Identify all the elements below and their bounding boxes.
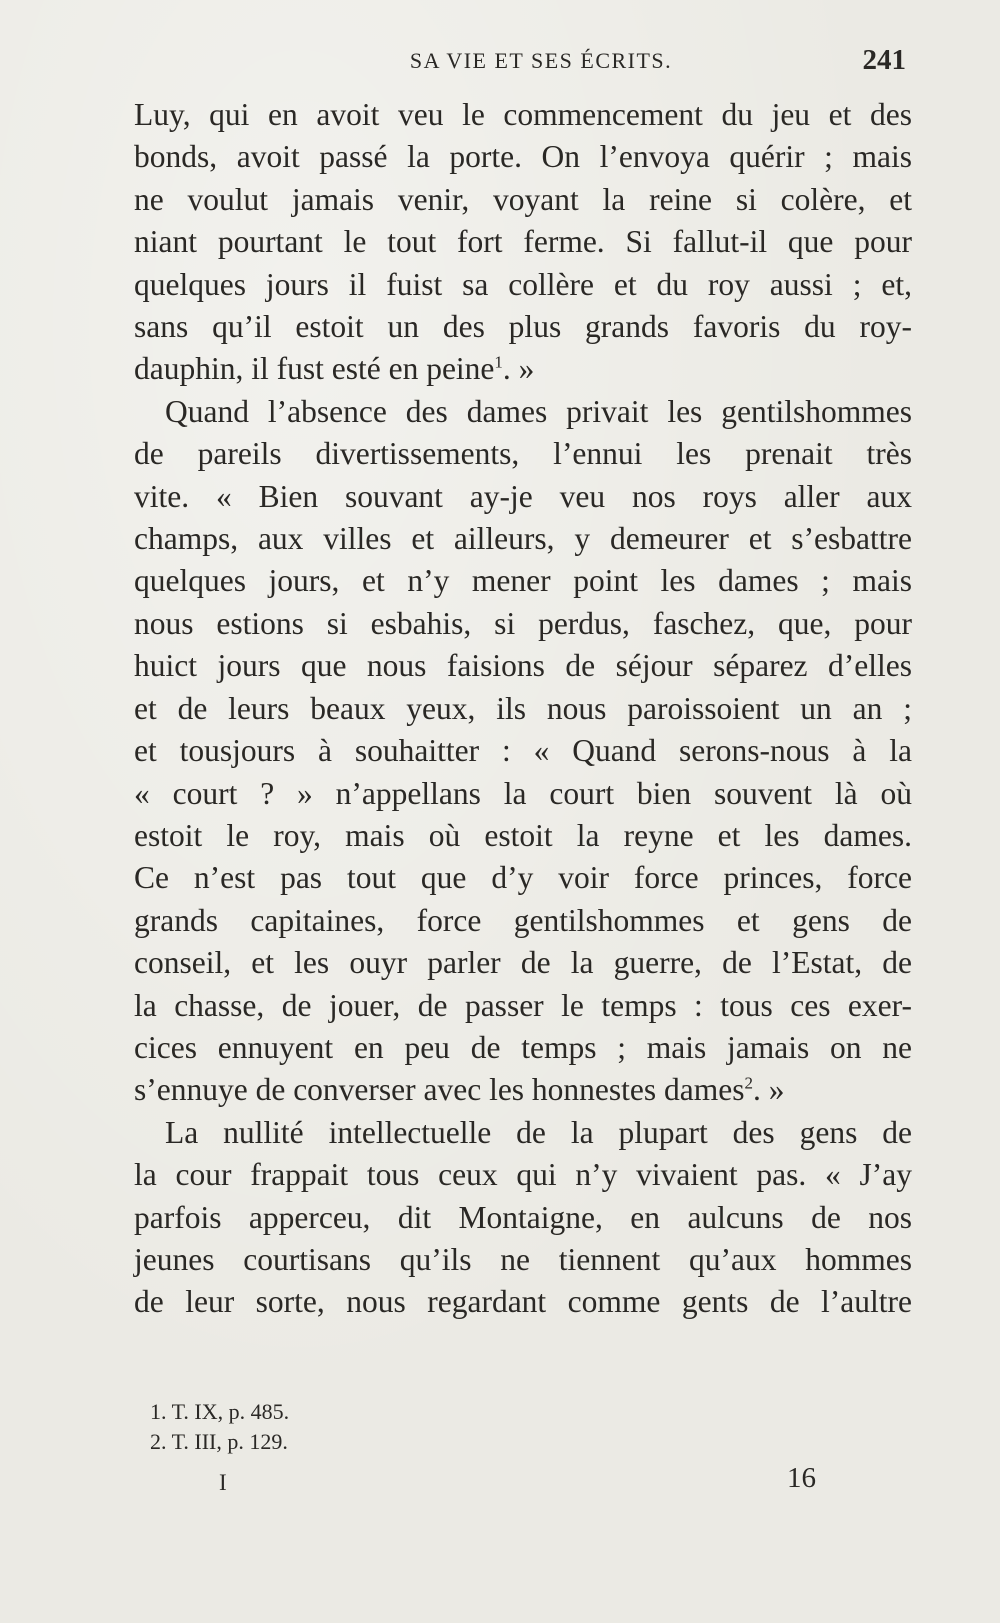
paragraph [134, 391, 912, 1112]
page-number: 241 [862, 44, 906, 76]
text-line: et de leurs beaux yeux, ils nous paroissoient un an ; [134, 690, 912, 726]
text-line: quelques jours il fuist sa collère et du roy aussi ; et, [134, 266, 912, 302]
text-line: jeunes courtisans qu’ils ne tiennent qu’aux hommes [134, 1241, 912, 1277]
text-line: estoit le roy, mais où estoit la reyne et les dames. [134, 817, 912, 853]
body-text [134, 94, 912, 1324]
text-fragment: . » [753, 1072, 785, 1108]
text-line: et tousjours à souhaitter : « Quand serons-nous à la [134, 733, 912, 769]
signature-mark: I [219, 1470, 227, 1495]
text-fragment: . » [502, 351, 535, 387]
paragraph [134, 1112, 912, 1324]
sheet-number: 16 [787, 1462, 816, 1494]
text-line: nous estions si esbahis, si perdus, faschez, que, pour [134, 605, 912, 641]
text-line: bonds, avoit passé la porte. On l’envoya quérir ; mais [134, 139, 912, 175]
text-line: La nullité intellectuelle de la plupart des gens de [165, 1114, 912, 1150]
footnote-ref: 2 [744, 1073, 754, 1093]
text-line: niant pourtant le tout fort ferme. Si fallut-il que pour [134, 224, 912, 260]
text-line: champs, aux villes et ailleurs, y demeurer et s’esbattre [134, 521, 912, 557]
text-line: cices ennuyent en peu de temps ; mais jamais on ne [134, 1029, 912, 1065]
text-line: parfois apperceu, dit Montaigne, en aulcuns de nos [134, 1199, 912, 1235]
footnote: 1. T. IX, p. 485. [150, 1399, 290, 1424]
text-fragment: dauphin, il fust esté en peine [134, 351, 495, 387]
footnote: 2. T. III, p. 129. [150, 1429, 288, 1454]
text-line: Luy, qui en avoit veu le commencement du jeu et des [134, 97, 912, 132]
text-line: Ce n’est pas tout que d’y voir force princes, force [134, 860, 912, 896]
text-line [134, 348, 912, 390]
text-line: quelques jours, et n’y mener point les dames ; mais [134, 563, 912, 599]
text-line: huict jours que nous faisions de séjour séparez d’elles [134, 648, 912, 684]
text-line: vite. « Bien souvant ay-je veu nos roys aller aux [134, 478, 912, 514]
text-line: la cour frappait tous ceux qui n’y vivaient pas. « J’ay [134, 1157, 912, 1193]
footnotes [150, 1397, 289, 1457]
text-line: grands capitaines, force gentilshommes et gens de [134, 902, 912, 938]
footnote-ref: 1 [494, 352, 503, 372]
text-line: Quand l’absence des dames privait les gentilshommes [165, 393, 912, 429]
paragraph [134, 94, 912, 391]
text-line: « court ? » n’appellans la court bien souvent là où [134, 775, 912, 811]
running-head [136, 44, 906, 84]
text-line: la chasse, de jouer, de passer le temps : tous ces exer- [134, 987, 912, 1023]
text-fragment: s’ennuye de converser avec les honnestes dames [134, 1072, 745, 1108]
text-line: de pareils divertissements, l’ennui les prenait très [134, 436, 912, 472]
running-title: SA VIE ET SES ÉCRITS. [409, 48, 673, 73]
text-line: de leur sorte, nous regardant comme gents de l’aultre [134, 1284, 912, 1320]
text-line [134, 1069, 912, 1111]
text-line: sans qu’il estoit un des plus grands favoris du roy- [134, 309, 912, 345]
text-line: conseil, et les ouyr parler de la guerre, de l’Estat, de [134, 945, 912, 981]
text-line: ne voulut jamais venir, voyant la reine si colère, et [134, 181, 912, 217]
